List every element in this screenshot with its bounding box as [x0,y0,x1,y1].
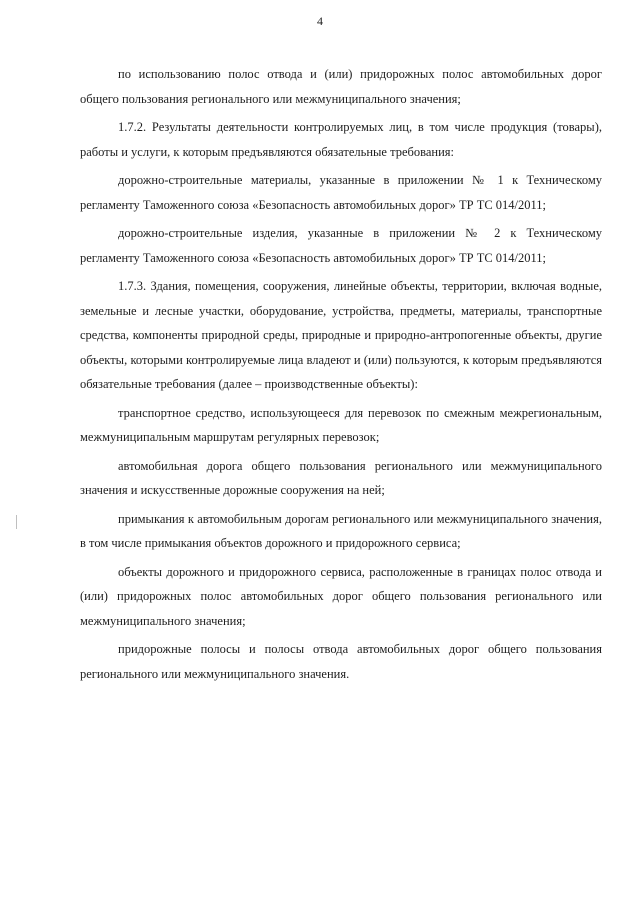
paragraph-roadside-strips: придорожные полосы и полосы отвода автомобильных дорог общего пользования регионального или межмуниципального значения. [80,642,602,681]
paragraph-service-objects: объекты дорожного и придорожного сервиса, расположенные в границах полос отвода и (или) придорожных полос автомобильных дорог общего пользования регионального или межмуниципального значения; [80,564,602,628]
paragraph-road-materials: дорожно-строительные материалы, указанные в приложении № 1 к Техническому регламенту Таможенного союза «Безопасность автомобильных дорог» ТР ТС 014/2011; [80,173,602,212]
paragraph-vehicle: транспортное средство, использующееся для перевозок по смежным межрегиональным, межмуниципальным маршрутам регулярных перевозок; [80,405,602,444]
page-number: 4 [317,14,323,28]
margin-mark [16,515,17,529]
paragraph-continuation: по использованию полос отвода и (или) придорожных полос автомобильных дорог общего пользования регионального или межмуниципального значения; [80,67,602,106]
paragraph-road-products: дорожно-строительные изделия, указанные в приложении № 2 к Техническому регламенту Таможенного союза «Безопасность автомобильных дорог» ТР ТС 014/2011; [80,226,602,265]
document-body [80,62,602,686]
paragraph-road: автомобильная дорога общего пользования регионального или межмуниципального значения и искусственные дорожные сооружения на ней; [80,458,602,497]
paragraph-1-7-2: 1.7.2. Результаты деятельности контролируемых лиц, в том числе продукция (товары), работы и услуги, к которым предъявляются обязательные требования: [80,120,602,159]
paragraph-junctions: примыкания к автомобильным дорогам регионального или межмуниципального значения, в том числе примыкания объектов дорожного и придорожного сервиса; [80,511,602,550]
paragraph-1-7-3: 1.7.3. Здания, помещения, сооружения, линейные объекты, территории, включая водные, земельные и лесные участки, оборудование, устройства, предметы, материалы, транспортные средства, компоненты природной среды, природные и природно-антропогенные объекты, другие объекты, которыми контролируемые лица владеют и (или) пользуются, к которым предъявляются обязательные требования (далее – производственные объекты): [80,279,602,391]
